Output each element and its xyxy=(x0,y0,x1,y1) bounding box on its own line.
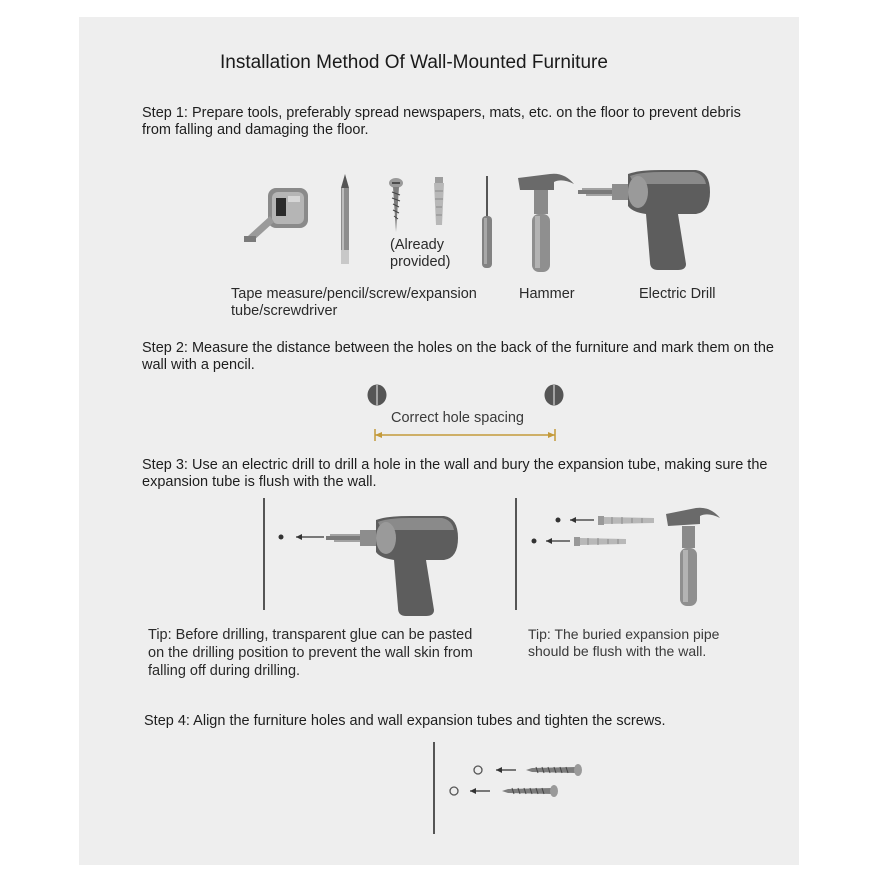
tape-measure-icon xyxy=(244,186,314,248)
hammer-icon xyxy=(516,170,578,274)
step-4-text: Step 4: Align the furniture holes and wall expansion tubes and tighten the screws. xyxy=(144,713,666,729)
hammer-icon xyxy=(664,504,722,608)
screw-icon xyxy=(388,178,404,234)
step-3-text: Step 3: Use an electric drill to drill a hole in the wall and bury the expansion tube, making sure the expansion tube is flush with the wall. xyxy=(142,457,768,490)
electric-drill-icon xyxy=(578,168,712,272)
wall-line-drilling xyxy=(263,498,265,610)
caption-electric-drill: Electric Drill xyxy=(639,286,716,302)
expansion-tube-icon xyxy=(432,177,446,227)
page-title: Installation Method Of Wall-Mounted Furniture xyxy=(220,52,608,73)
step-2-text: Step 2: Measure the distance between the holes on the back of the furniture and mark them on the wall with a pencil. xyxy=(142,340,774,373)
caption-hammer: Hammer xyxy=(519,286,575,302)
caption-small-tools: Tape measure/pencil/screw/expansion tube/screwdriver xyxy=(231,286,477,319)
screwdriver-icon xyxy=(479,176,495,270)
drill-hole-arrow xyxy=(278,532,326,542)
step-1-text: Step 1: Prepare tools, preferably spread newspapers, mats, etc. on the floor to prevent debris from falling and damaging the floor. xyxy=(142,105,741,138)
already-provided-label: (Already provided) xyxy=(390,237,451,270)
wall-line-expansion xyxy=(515,498,517,610)
hole-spacing-label: Correct hole spacing xyxy=(391,410,524,426)
hole-mark-left xyxy=(367,384,387,406)
hole-spacing-dimension-line xyxy=(374,427,556,443)
hole-mark-right xyxy=(544,384,564,406)
screw-tighten-arrows xyxy=(448,762,588,798)
electric-drill-icon xyxy=(326,514,460,618)
pencil-icon xyxy=(337,174,353,266)
tip-flush-text: Tip: The buried expansion pipe should be flush with the wall. xyxy=(528,626,720,659)
expansion-tube-insert-arrows xyxy=(528,512,660,550)
tip-drilling-text: Tip: Before drilling, transparent glue can be pasted on the drilling position to prevent the wall skin from falling off during drilling. xyxy=(148,627,473,679)
wall-line-screws xyxy=(433,742,435,834)
